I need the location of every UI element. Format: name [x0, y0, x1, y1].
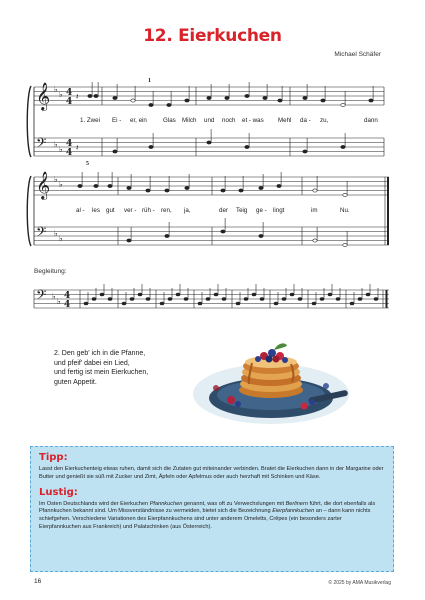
svg-text:𝄽: 𝄽 — [76, 92, 79, 101]
treble-clef-icon: 𝄞 — [36, 171, 51, 199]
tip-text: Lasst den Eierkuchenteig etwas ruhen, damit sich die Zutaten gut miteinander verbinden. Bratet die Eierkuchen dann in der Margarine oder Butter und genießt sie süß mit Zucker und Zimt, Äpfeln oder Apfelmus oder auch herzhaft mit Schinken und Käse. — [39, 466, 384, 480]
lyric-syllable: al - — [76, 207, 85, 214]
lyric-syllable: zu, — [320, 117, 329, 124]
lyric-syllable: lingt — [273, 207, 285, 214]
lyrics-system-2 — [76, 207, 350, 214]
lyric-syllable: ren, — [161, 207, 172, 214]
lyrics-system-1 — [80, 117, 378, 124]
svg-text:4: 4 — [66, 148, 73, 158]
svg-text:𝄽: 𝄽 — [76, 143, 79, 152]
svg-text:4: 4 — [66, 139, 73, 149]
verse-line: und pfeif' dabei ein Lied, — [54, 359, 130, 367]
system-1-treble-staff — [34, 87, 384, 105]
verse-line: 2. Den geb' ich in die Pfanne, — [54, 350, 146, 357]
verse-line: guten Appetit. — [54, 378, 97, 386]
lyric-syllable: er, ein — [130, 117, 147, 124]
lyric-syllable: Glas — [163, 117, 176, 124]
svg-text:♭: ♭ — [54, 140, 58, 149]
lyric-syllable: ver - — [124, 207, 137, 214]
treble-clef-icon: 𝄞 — [36, 82, 51, 110]
lyric-syllable: Mehl — [278, 117, 292, 124]
lyric-syllable: im — [311, 207, 318, 214]
svg-text:♭: ♭ — [54, 175, 58, 184]
lyric-syllable: da - — [300, 117, 311, 124]
svg-text:♭: ♭ — [52, 292, 56, 301]
bass-clef-icon: 𝄢 — [36, 135, 47, 154]
lyric-syllable: Teig — [236, 207, 248, 214]
system-2-treble-staff — [34, 177, 389, 195]
verse-line: und fertig ist mein Eierkuchen, — [54, 369, 149, 376]
svg-text:4: 4 — [64, 300, 71, 310]
svg-text:♭: ♭ — [59, 145, 63, 154]
svg-text:♭: ♭ — [57, 297, 61, 306]
funny-text: Im Osten Deutschlands wird der Eierkuchen Pfannkuchen genannt, was oft zu Verwechslungen mit Berlinern führt, die dort ebenfalls als Pfannkuchen bekannt sind. Um Missverständnisse zu vermeiden, bietet sich die Bezeichnung Eierpfannkuchen an – dann kann nichts schiefgehen. Verschiedene Variationen des Eierpfannkuchens sind unter anderem Omeletts, Crêpes (ein besonders zarter Eierpfannkuchen aus Frankreich) und Palatschinken (aus Österreich). — [39, 500, 376, 530]
accompaniment-label: Begleitung: — [34, 268, 67, 275]
lyric-syllable: der — [219, 207, 228, 214]
measure-number: 5 — [86, 161, 89, 167]
funny-heading: Lustig: — [39, 486, 78, 498]
svg-text:4: 4 — [64, 291, 71, 301]
svg-text:♭: ♭ — [59, 234, 63, 243]
lyric-syllable: Nu. — [340, 207, 350, 214]
info-box — [30, 446, 394, 572]
lyric-syllable: Milch — [182, 117, 197, 124]
svg-text:♭: ♭ — [54, 85, 58, 94]
lyric-syllable: noch — [222, 117, 236, 124]
tip-heading: Tipp: — [39, 452, 68, 463]
page-number: 16 — [34, 578, 42, 585]
time-signature: 4 — [66, 88, 73, 98]
lyric-syllable: und — [204, 117, 215, 124]
bass-clef-icon: 𝄢 — [36, 287, 47, 306]
lyric-syllable: les — [92, 207, 100, 214]
verse-2 — [54, 349, 148, 387]
lyric-syllable: 1. Zwei — [80, 117, 100, 124]
lyric-syllable: ge - — [256, 207, 267, 214]
lyric-syllable: et - was — [242, 117, 264, 124]
system-2-bass-staff — [34, 227, 389, 245]
song-title: 12. Eierkuchen — [143, 26, 282, 46]
svg-text:♭: ♭ — [59, 90, 63, 99]
lyric-syllable: gut — [106, 207, 115, 214]
lyric-syllable: ja, — [184, 207, 191, 214]
lyric-syllable: rüh - — [142, 207, 155, 214]
svg-text:♭: ♭ — [54, 229, 58, 238]
bass-clef-icon: 𝄢 — [36, 224, 47, 243]
pancake-illustration — [186, 322, 356, 430]
lyric-syllable: Ei - — [112, 117, 122, 124]
copyright-notice: © 2025 by AMA Musikverlag — [328, 580, 391, 586]
svg-text:♭: ♭ — [59, 180, 63, 189]
lyric-syllable: dann — [364, 117, 378, 124]
measure-number: 1 — [148, 78, 151, 84]
svg-text:4: 4 — [66, 97, 73, 107]
composer-credit: Michael Schäfer — [334, 51, 381, 58]
